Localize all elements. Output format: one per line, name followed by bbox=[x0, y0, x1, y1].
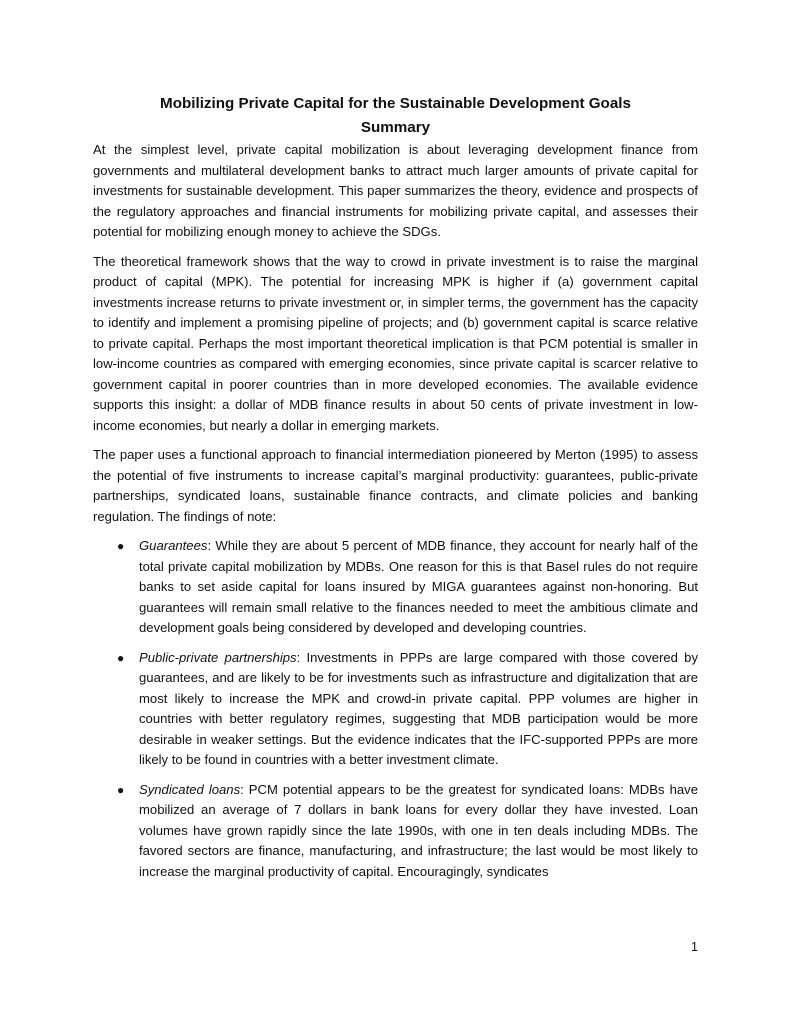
paragraph-approach: The paper uses a functional approach to financial intermediation pioneered by Merton (1995) to assess the potential of five instruments to increase capital’s marginal productivity: guarantees, public-private partnerships, syndicated loans, sustainable finance contracts, and climate policies and banking regulation. The findings of note: bbox=[93, 447, 698, 524]
document-title: Mobilizing Private Capital for the Sustainable Development Goals bbox=[160, 95, 631, 112]
finding-term: Public-private partnerships bbox=[139, 649, 297, 665]
findings-list bbox=[93, 536, 698, 882]
finding-text: : PCM potential appears to be the greatest for syndicated loans: MDBs have mobilized an average of 7 dollars in bank loans for every dollar they have invested. Loan volumes have grown rapidly since the late 1990s, with one in ten deals including MDBs. The favored sectors are finance, manufacturing, and infrastructure; the last would be most likely to increase the marginal productivity of capital. Encouragingly, syndicates bbox=[139, 781, 698, 879]
document-subtitle: Summary bbox=[360, 119, 431, 136]
list-item-ppp bbox=[93, 648, 698, 771]
bullet-icon: ● bbox=[117, 650, 125, 665]
paragraph-theory: The theoretical framework shows that the way to crowd in private investment is to raise the marginal product of capital (MPK). The potential for increasing MPK is higher if (a) government capital investments increase returns to private investment or, in simpler terms, the government has the capacity to identify and implement a promising pipeline of projects; and (b) government capital is scarce relative to private capital. Perhaps the most important theoretical implication is that PCM potential is smaller in low-income countries as compared with emerging economies, since private capital is scarcer relative to government capital in poorer countries than in more developed economies. The available evidence supports this insight: a dollar of MDB finance results in about 50 cents of private investment in low-income economies, but nearly a dollar in emerging markets. bbox=[93, 253, 698, 433]
finding-term: Guarantees bbox=[139, 538, 208, 553]
page-number: 1 bbox=[691, 940, 698, 954]
finding-term: Syndicated loans bbox=[139, 781, 241, 797]
page-content bbox=[93, 92, 698, 891]
list-item-syndicated-loans bbox=[93, 780, 698, 883]
finding-text: : While they are about 5 percent of MDB finance, they account for nearly half of the total private capital mobilization by MDBs. One reason for this is that Basel rules do not require banks to set aside capital for loans insured by MIGA guarantees against non-honoring. But guarantees will remain small relative to the finances needed to meet the ambitious climate and development goals being considered by developed and developing countries. bbox=[139, 538, 698, 635]
finding-text: : Investments in PPPs are large compared with those covered by guarantees, and are likely to be for investments such as infrastructure and digitalization that are most likely to increase the MPK and crowd-in private capital. PPP volumes are higher in countries with better regulatory regimes, suggesting that MDB participation would be more desirable in weaker settings. But the evidence indicates that the IFC-supported PPPs are more likely to be found in countries with a better investment climate. bbox=[139, 649, 698, 767]
paragraph-intro: At the simplest level, private capital mobilization is about leveraging development finance from governments and multilateral development banks to attract much larger amounts of private capital for investments for sustainable development. This paper summarizes the theory, evidence and prospects of the regulatory approaches and financial instruments for mobilizing private capital, and assesses their potential for mobilizing enough money to achieve the SDGs. bbox=[93, 142, 698, 239]
list-item-guarantees bbox=[93, 536, 698, 639]
bullet-icon: ● bbox=[117, 782, 125, 797]
bullet-icon: ● bbox=[117, 539, 125, 553]
